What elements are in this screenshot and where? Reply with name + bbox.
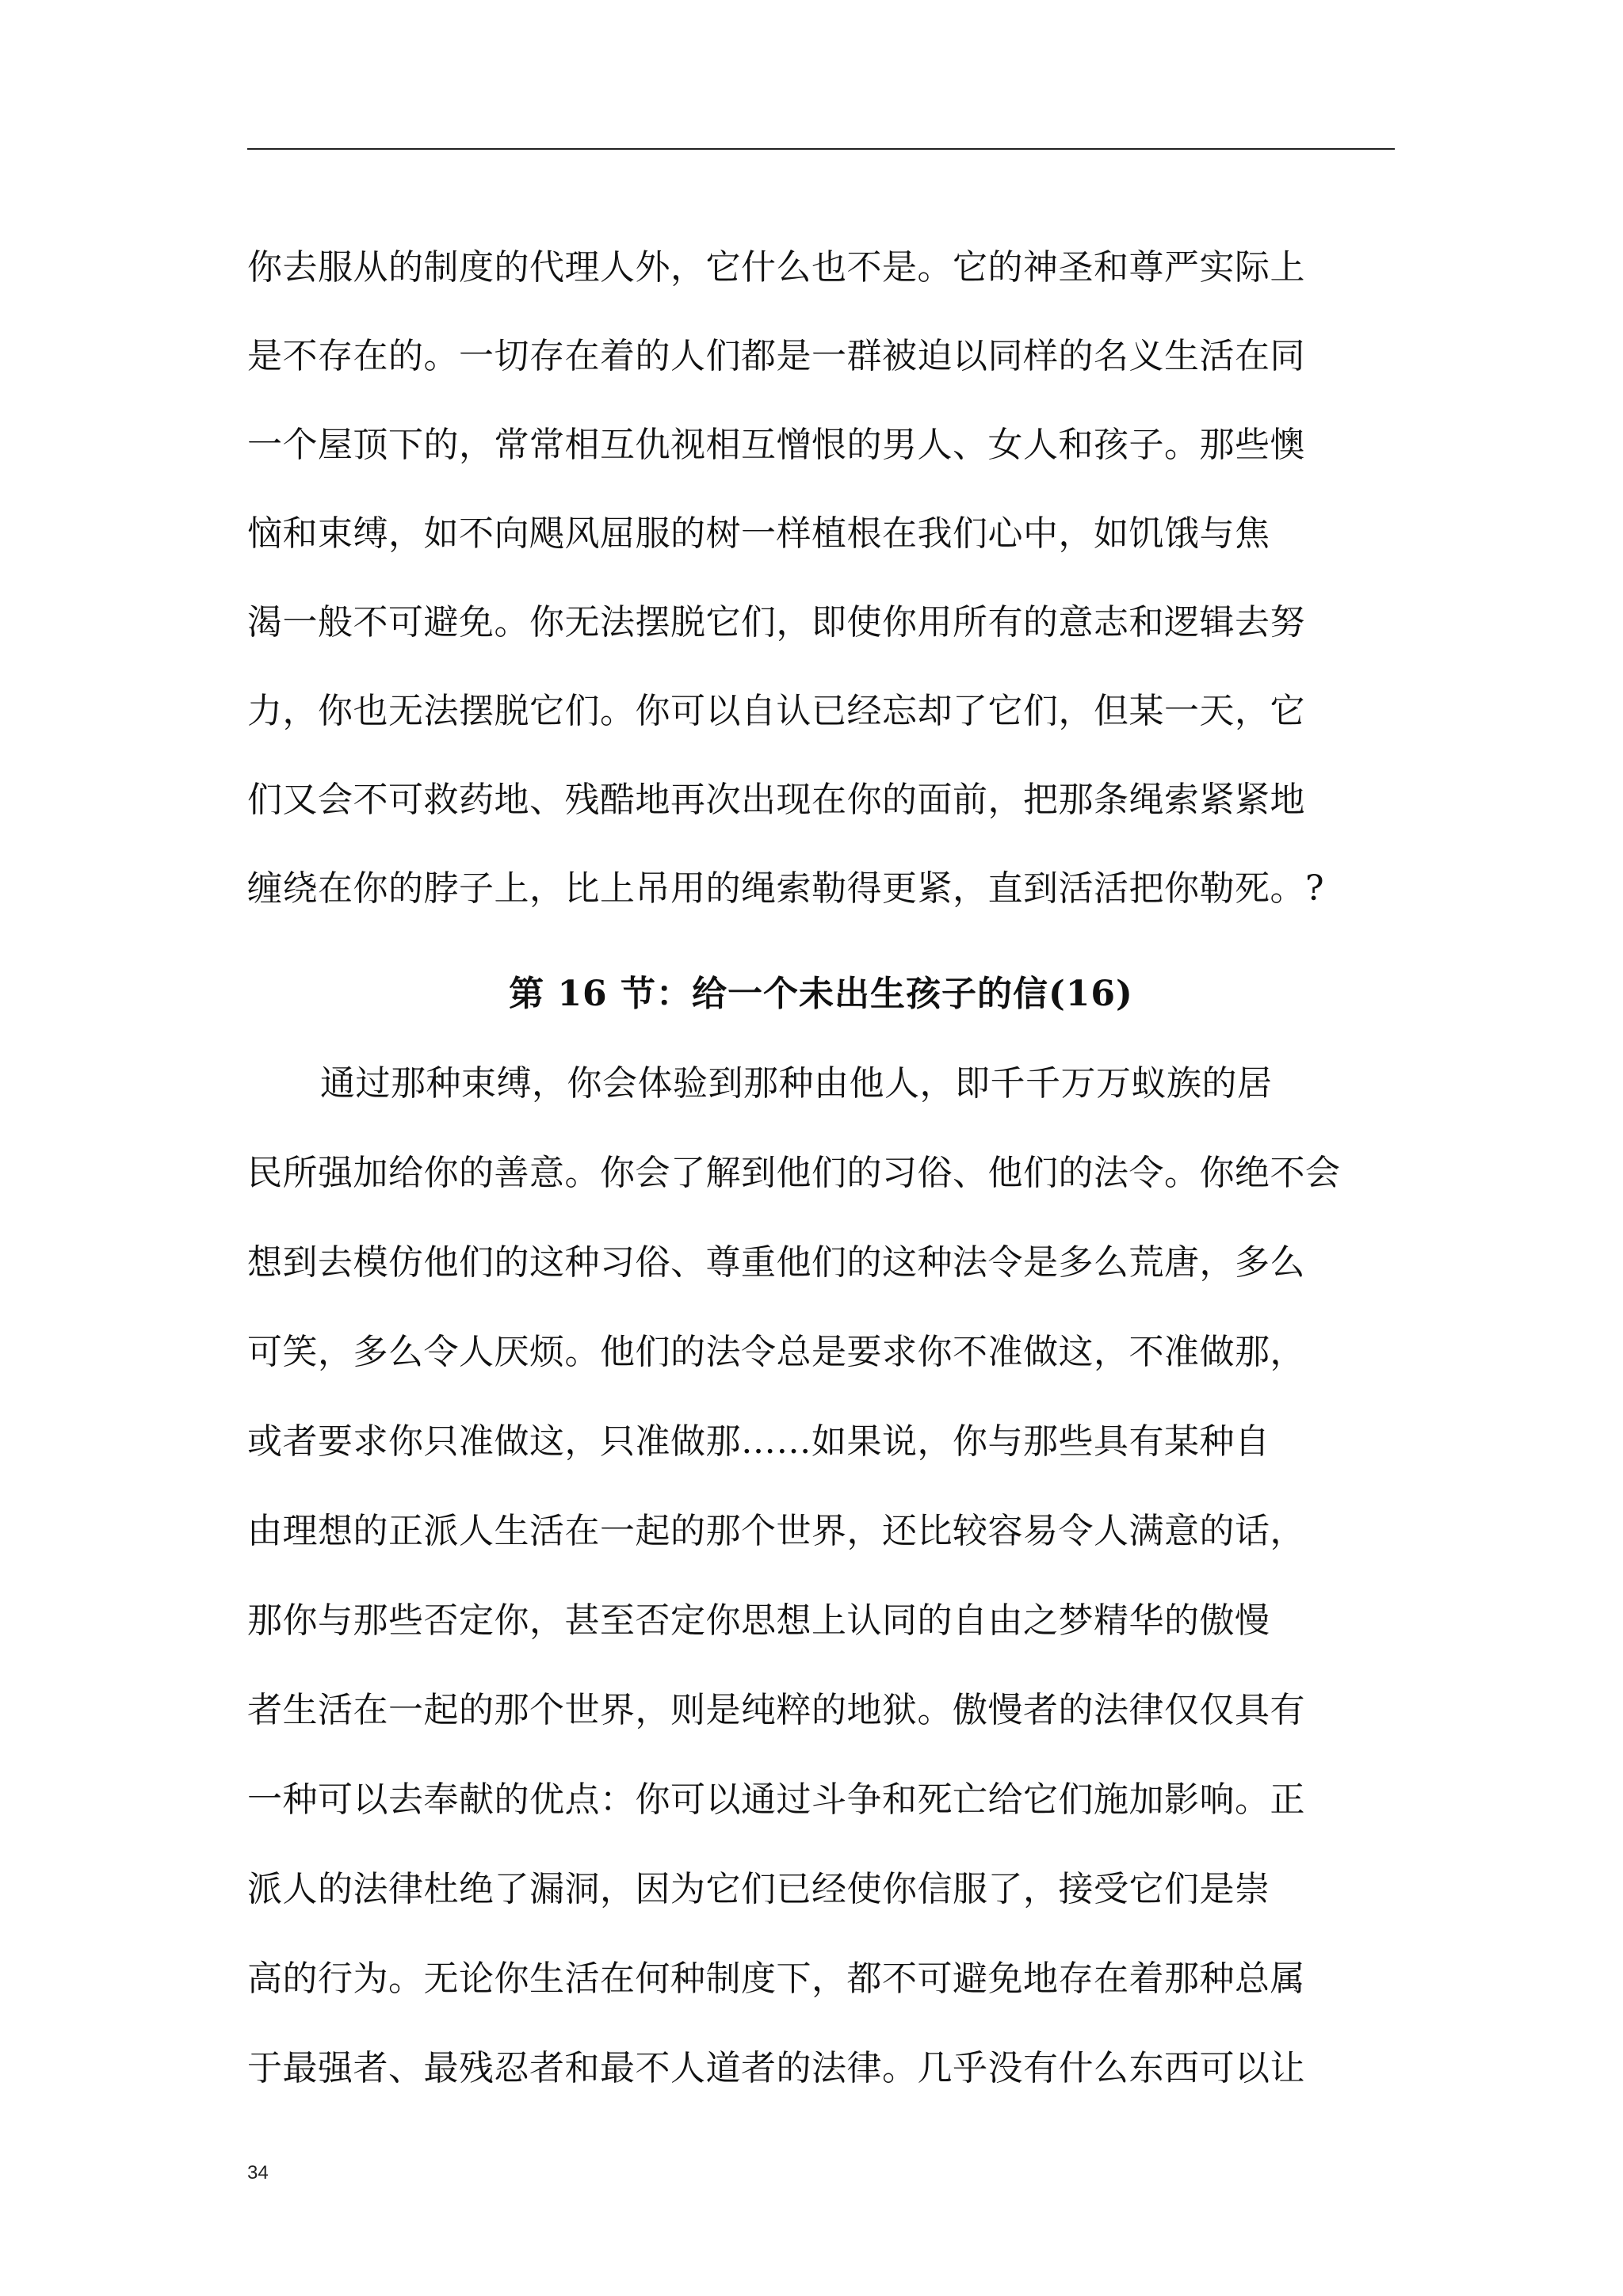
text-line: 高的行为。无论你生活在何种制度下，都不可避免地存在着那种总属 [247,1958,1305,1999]
text-line: 或者要求你只准做这，只准做那……如果说，你与那些具有某种自 [247,1421,1270,1462]
text-line: 那你与那些否定你，甚至否定你思想上认同的自由之梦精华的傲慢 [247,1600,1270,1641]
text-line: 是不存在的。一切存在着的人们都是一群被迫以同样的名义生活在同 [247,336,1305,376]
text-line: 一个屋顶下的，常常相互仇视相互憎恨的男人、女人和孩子。那些懊 [247,425,1305,465]
text-line: 恼和束缚，如不向飓风屈服的树一样植根在我们心中，如饥饿与焦 [247,513,1270,554]
text-line: 于最强者、最残忍者和最不人道者的法律。几乎没有什么东西可以让 [247,2048,1305,2088]
page-number: 34 [247,2162,269,2183]
text-line: 力，你也无法摆脱它们。你可以自认已经忘却了它们，但某一天，它 [247,691,1305,731]
text-line: 通过那种束缚，你会体验到那种由他人，即千千万万蚁族的居 [320,1063,1273,1104]
text-line: 民所强加给你的善意。你会了解到他们的习俗、他们的法令。你绝不会 [247,1153,1341,1193]
text-line: 派人的法律杜绝了漏洞，因为它们已经使你信服了，接受它们是崇 [247,1869,1270,1909]
text-line: 一种可以去奉献的优点：你可以通过斗争和死亡给它们施加影响。正 [247,1779,1305,1820]
text-line: 渴一般不可避免。你无法摆脱它们，即使你用所有的意志和逻辑去努 [247,602,1305,643]
header-rule [247,148,1395,150]
text-line: 想到去模仿他们的这种习俗、尊重他们的这种法令是多么荒唐，多么 [247,1242,1305,1283]
text-line: 你去服从的制度的代理人外，它什么也不是。它的神圣和尊严实际上 [247,247,1305,288]
text-line: 们又会不可救药地、残酷地再次出现在你的面前，把那条绳索紧紧地 [247,780,1305,820]
text-line: 缠绕在你的脖子上，比上吊用的绳索勒得更紧，直到活活把你勒死。? [247,868,1325,909]
text-line: 者生活在一起的那个世界，则是纯粹的地狱。傲慢者的法律仅仅具有 [247,1690,1305,1730]
section-title: 第 16 节：给一个未出生孩子的信(16) [509,974,1133,1014]
text-line: 由理想的正派人生活在一起的那个世界，还比较容易令人满意的话， [247,1511,1305,1551]
text-line: 可笑，多么令人厌烦。他们的法令总是要求你不准做这，不准做那， [247,1332,1305,1372]
